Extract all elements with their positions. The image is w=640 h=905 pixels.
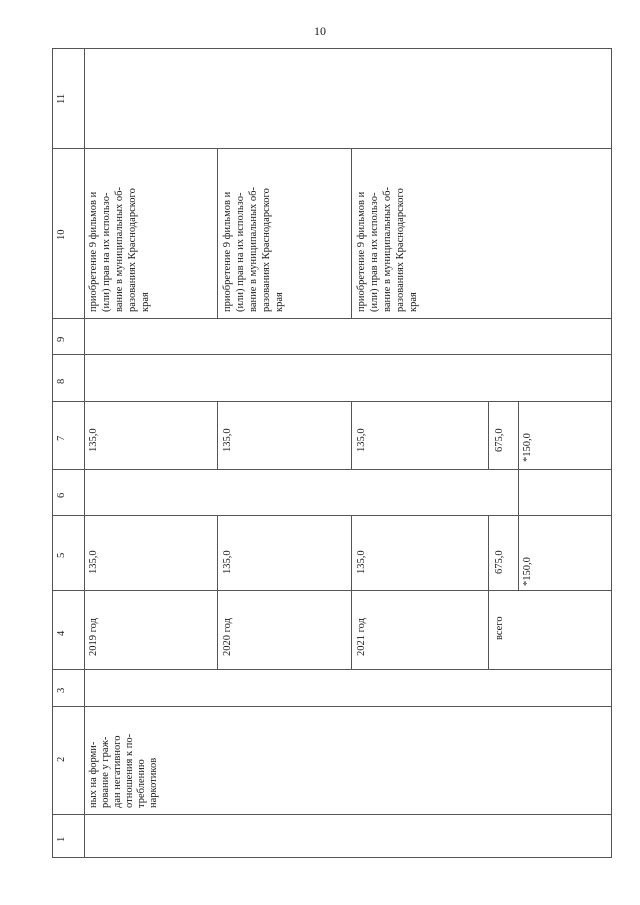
year-divider-3: [488, 515, 489, 669]
year-divider-3: [488, 401, 489, 469]
col10-line: вание в муниципальных об-: [382, 187, 393, 312]
total-label: всего: [494, 616, 505, 640]
column-header-11: 11: [56, 93, 67, 104]
table-border-bottom: [52, 857, 612, 858]
col-boundary-8-7: [52, 401, 612, 402]
column-header-2: 2: [56, 756, 67, 762]
table-border-left: [52, 48, 53, 858]
col5-total: 675,0: [494, 550, 505, 574]
col2-line-3: дан негативного: [112, 735, 123, 808]
column-header-5: 5: [56, 552, 67, 558]
col10-line: разованиях Краснодарского: [127, 188, 138, 312]
col7-value: 135,0: [356, 428, 367, 452]
column-header-8: 8: [56, 378, 67, 384]
col2-line-2: рование у граж-: [100, 736, 111, 808]
year-label: 2020 год: [222, 618, 233, 656]
col10-line: вание в муниципальных об-: [114, 187, 125, 312]
year-divider-2: [351, 148, 352, 318]
col7-total-note: *150,0: [522, 433, 533, 462]
year-divider-1: [217, 401, 218, 469]
col-boundary-9-8: [52, 354, 612, 355]
table-border-right: [611, 48, 612, 858]
page-number: 10: [314, 24, 326, 38]
col7-total: 675,0: [494, 428, 505, 452]
col7-value: 135,0: [88, 428, 99, 452]
header-divider: [84, 48, 85, 858]
col10-line: (или) прав на их использо-: [235, 192, 246, 312]
col10-line: разованиях Краснодарского: [395, 188, 406, 312]
col-boundary-2-1: [52, 814, 612, 815]
table-border-top: [52, 48, 612, 49]
column-header-4: 4: [56, 630, 67, 636]
col10-line: вание в муниципальных об-: [248, 187, 259, 312]
col10-line: приобретение 9 фильмов и: [356, 191, 367, 312]
col10-line: края: [274, 292, 285, 312]
col10-line: края: [408, 292, 419, 312]
col2-line-1: ных на форми-: [88, 741, 99, 808]
col2-line-4: отношения к по-: [124, 733, 135, 808]
col5-value: 135,0: [88, 550, 99, 574]
col10-line: (или) прав на их использо-: [101, 192, 112, 312]
col10-line: (или) прав на их использо-: [369, 192, 380, 312]
col7-value: 135,0: [222, 428, 233, 452]
col-boundary-5-4: [52, 590, 612, 591]
note-divider: [518, 401, 519, 590]
column-header-6: 6: [56, 492, 67, 498]
column-header-3: 3: [56, 687, 67, 693]
col5-value: 135,0: [356, 550, 367, 574]
col10-line: приобретение 9 фильмов и: [88, 191, 99, 312]
column-header-1: 1: [56, 836, 67, 842]
year-divider-2: [351, 401, 352, 469]
col-boundary-10-9: [52, 318, 612, 319]
col5-total-note: *150,0: [522, 557, 533, 586]
year-label: 2019 год: [88, 618, 99, 656]
col10-line: приобретение 9 фильмов и: [222, 191, 233, 312]
column-header-9: 9: [56, 336, 67, 342]
col10-line: края: [140, 292, 151, 312]
col-boundary-7-6: [52, 469, 612, 470]
col2-line-5: треблению: [136, 759, 147, 808]
col-boundary-4-3: [52, 669, 612, 670]
col-boundary-6-5: [52, 515, 612, 516]
col-boundary-11-10: [52, 148, 612, 149]
year-divider-2: [351, 515, 352, 669]
column-header-7: 7: [56, 435, 67, 441]
year-divider-1: [217, 148, 218, 318]
column-header-10: 10: [56, 229, 67, 240]
col-boundary-3-2: [52, 706, 612, 707]
year-divider-1: [217, 515, 218, 669]
col2-line-6: наркотиков: [148, 757, 159, 808]
year-label: 2021 год: [356, 618, 367, 656]
col5-value: 135,0: [222, 550, 233, 574]
col10-line: разованиях Краснодарского: [261, 188, 272, 312]
